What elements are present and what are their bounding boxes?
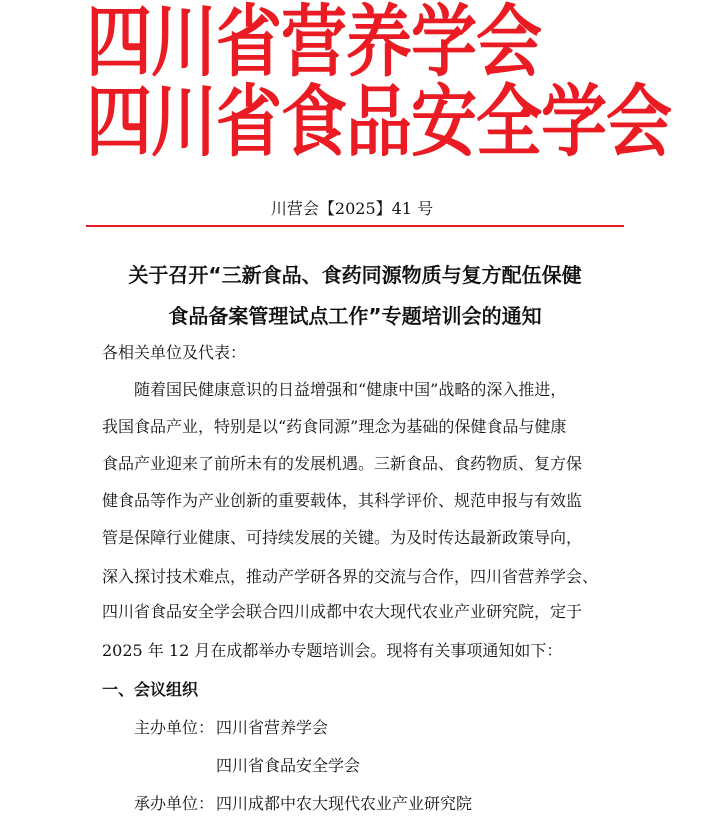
organizer-value: 四川省食品安全学会 [216,756,361,775]
paragraph-line: 四川省食品安全学会联合四川成都中农大现代农业产业研究院，定于 [102,602,583,621]
paragraph-line: 2025 年 12 月在成都举办专题培训会。现将有关事项通知如下： [102,641,563,660]
paragraph-line: 随着国民健康意识的日益增强和“健康中国”战略的深入推进， [134,380,567,399]
org-name-nutrition-society: 四川省营养学会 [86,0,541,88]
salutation: 各相关单位及代表： [102,343,247,362]
undertaker-value: 四川成都中农大现代农业产业研究院 [216,794,473,813]
undertaker-label: 承办单位： [134,794,215,813]
document-title-line-2: 食品备案管理试点工作”专题培训会的通知 [168,304,542,328]
document-title-line-1: 关于召开“三新食品、食药同源物质与复方配伍保健 [128,263,582,287]
org-name-food-safety-society: 四川省食品安全学会 [86,75,671,168]
paragraph-line: 管是保障行业健康、可持续发展的关键。为及时传达最新政策导向， [102,528,583,547]
paragraph-line: 深入探讨技术难点，推动产学研各界的交流与合作，四川省营养学会、 [102,567,599,586]
red-divider [86,225,624,227]
paragraph-line: 我国食品产业，特别是以“药食同源”理念为基础的保健食品与健康 [102,417,567,436]
section-heading: 一、会议组织 [102,680,199,699]
document-number: 川营会【2025】41 号 [270,199,434,218]
paragraph-line: 食品产业迎来了前所未有的发展机遇。三新食品、食药物质、复方保 [102,454,583,473]
organizer-label: 主办单位： [134,718,215,737]
organizer-value: 四川省营养学会 [216,718,329,737]
paragraph-line: 健食品等作为产业创新的重要载体，其科学评价、规范申报与有效监 [102,491,583,510]
